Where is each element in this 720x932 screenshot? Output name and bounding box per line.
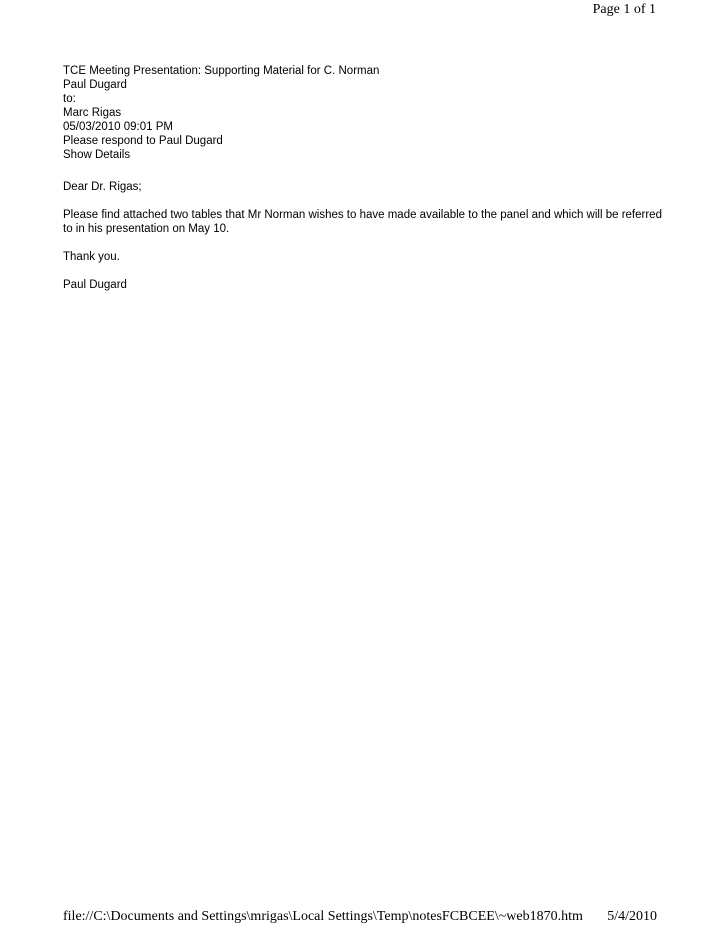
email-thanks: Thank you. bbox=[63, 251, 120, 263]
email-to-label: to: bbox=[63, 93, 76, 105]
email-reply-to: Please respond to Paul Dugard bbox=[63, 135, 223, 147]
email-subject: TCE Meeting Presentation: Supporting Material for C. Norman bbox=[63, 65, 380, 77]
footer-date: 5/4/2010 bbox=[607, 909, 657, 924]
show-details-link[interactable]: Show Details bbox=[63, 149, 131, 161]
email-paragraph: Please find attached two tables that Mr Norman wishes to have made available to the panel and which will be referred to in his presentation on May 10. bbox=[63, 209, 662, 235]
email-greeting: Dear Dr. Rigas; bbox=[63, 181, 142, 193]
email-datetime: 05/03/2010 09:01 PM bbox=[63, 121, 173, 133]
email-signature: Paul Dugard bbox=[63, 279, 127, 291]
email-sender: Paul Dugard bbox=[63, 79, 127, 91]
email-header bbox=[63, 64, 379, 162]
page-footer bbox=[63, 909, 657, 925]
page-number: Page 1 of 1 bbox=[592, 2, 656, 17]
email-recipient: Marc Rigas bbox=[63, 107, 122, 119]
email-body bbox=[63, 180, 663, 306]
footer-file-path: file://C:\Documents and Settings\mrigas\Local Settings\Temp\notesFCBCEE\~web1870.htm bbox=[63, 909, 583, 924]
